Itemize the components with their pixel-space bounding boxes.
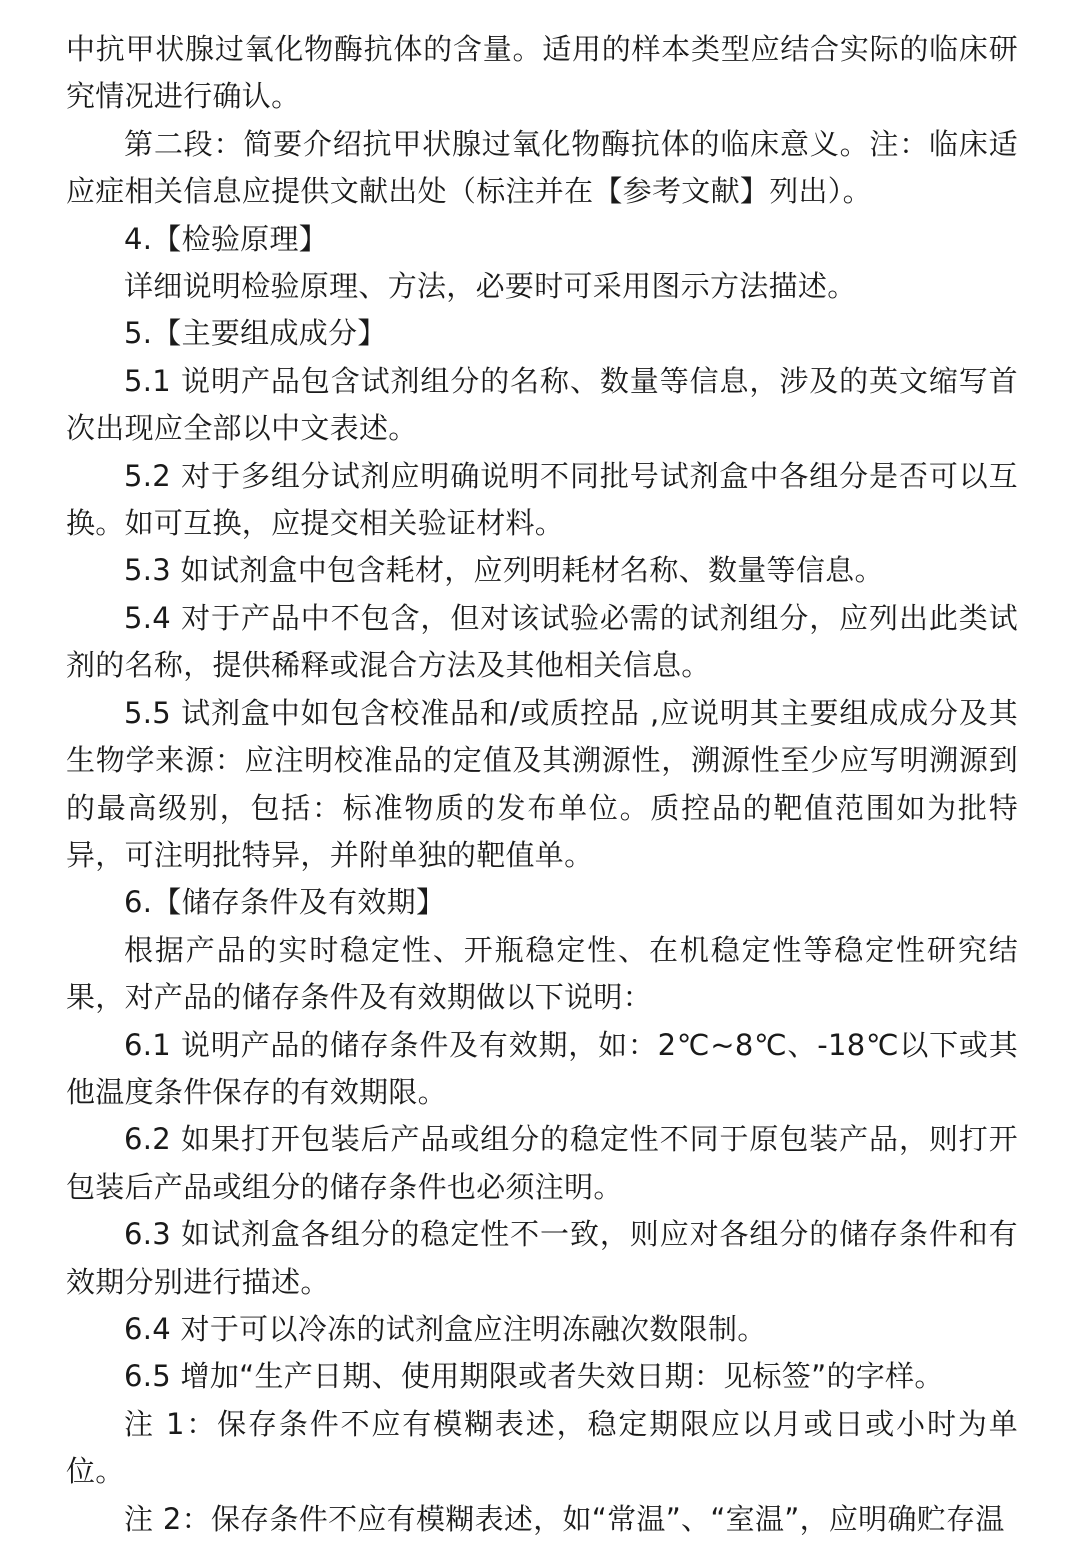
- paragraph-intro-continuation: 中抗甲状腺过氧化物酶抗体的含量。适用的样本类型应结合实际的临床研究情况进行确认。: [66, 32, 1018, 114]
- paragraph-6-1: 6.1 说明产品的储存条件及有效期，如：2℃~8℃、-18℃以下或其他温度条件保存的有效期限。: [66, 1027, 1018, 1109]
- paragraph-5-5: 5.5 试剂盒中如包含校准品和/或质控品 ,应说明其主要组成成分及其生物学来源：应注明校准品的定值及其溯源性，溯源性至少应写明溯源到的最高级别，包括：标准物质的发布单位。质控品的靶值范围如为批特异，可注明批特异，并附单独的靶值单。: [66, 695, 1018, 872]
- paragraph-test-principle: 详细说明检验原理、方法，必要时可采用图示方法描述。: [124, 269, 857, 304]
- note-1: 注 1：保存条件不应有模糊表述，稳定期限应以月或日或小时为单位。: [66, 1406, 1018, 1489]
- paragraph-5-3: 5.3 如试剂盒中包含耗材，应列明耗材名称、数量等信息。: [124, 553, 884, 588]
- paragraph-5-2: 5.2 对于多组分试剂应明确说明不同批号试剂盒中各组分是否可以互换。如可互换，应提交相关验证材料。: [66, 458, 1018, 541]
- paragraph-6-2: 6.2 如果打开包装后产品或组分的稳定性不同于原包装产品，则打开包装后产品或组分的储存条件也必须注明。: [66, 1122, 1018, 1204]
- paragraph-6-4: 6.4 对于可以冷冻的试剂盒应注明冻融次数限制。: [124, 1311, 767, 1346]
- paragraph-second-section: 第二段：简要介绍抗甲状腺过氧化物酶抗体的临床意义。注：临床适应症相关信息应提供文献出处（标注并在【参考文献】列出）。: [66, 126, 1018, 209]
- document-body: [66, 26, 1018, 1543]
- paragraph-6-3: 6.3 如试剂盒各组分的稳定性不一致，则应对各组分的储存条件和有效期分别进行描述。: [66, 1217, 1018, 1299]
- note-2: 注 2：保存条件不应有模糊表述，如“常温”、“室温”，应明确贮存温: [124, 1501, 1005, 1536]
- paragraph-6-5: 6.5 增加“生产日期、使用期限或者失效日期：见标签”的字样。: [124, 1359, 944, 1394]
- paragraph-5-1: 5.1 说明产品包含试剂组分的名称、数量等信息，涉及的英文缩写首次出现应全部以中文表述。: [66, 363, 1018, 446]
- paragraph-5-4: 5.4 对于产品中不包含，但对该试验必需的试剂组分，应列出此类试剂的名称，提供稀释或混合方法及其他相关信息。: [66, 600, 1018, 683]
- heading-test-principle: 4.【检验原理】: [124, 221, 329, 256]
- paragraph-storage-intro: 根据产品的实时稳定性、开瓶稳定性、在机稳定性等稳定性研究结果，对产品的储存条件及有效期做以下说明：: [66, 932, 1018, 1015]
- heading-storage-validity: 6.【储存条件及有效期】: [124, 885, 446, 920]
- heading-main-components: 5.【主要组成成分】: [124, 316, 387, 351]
